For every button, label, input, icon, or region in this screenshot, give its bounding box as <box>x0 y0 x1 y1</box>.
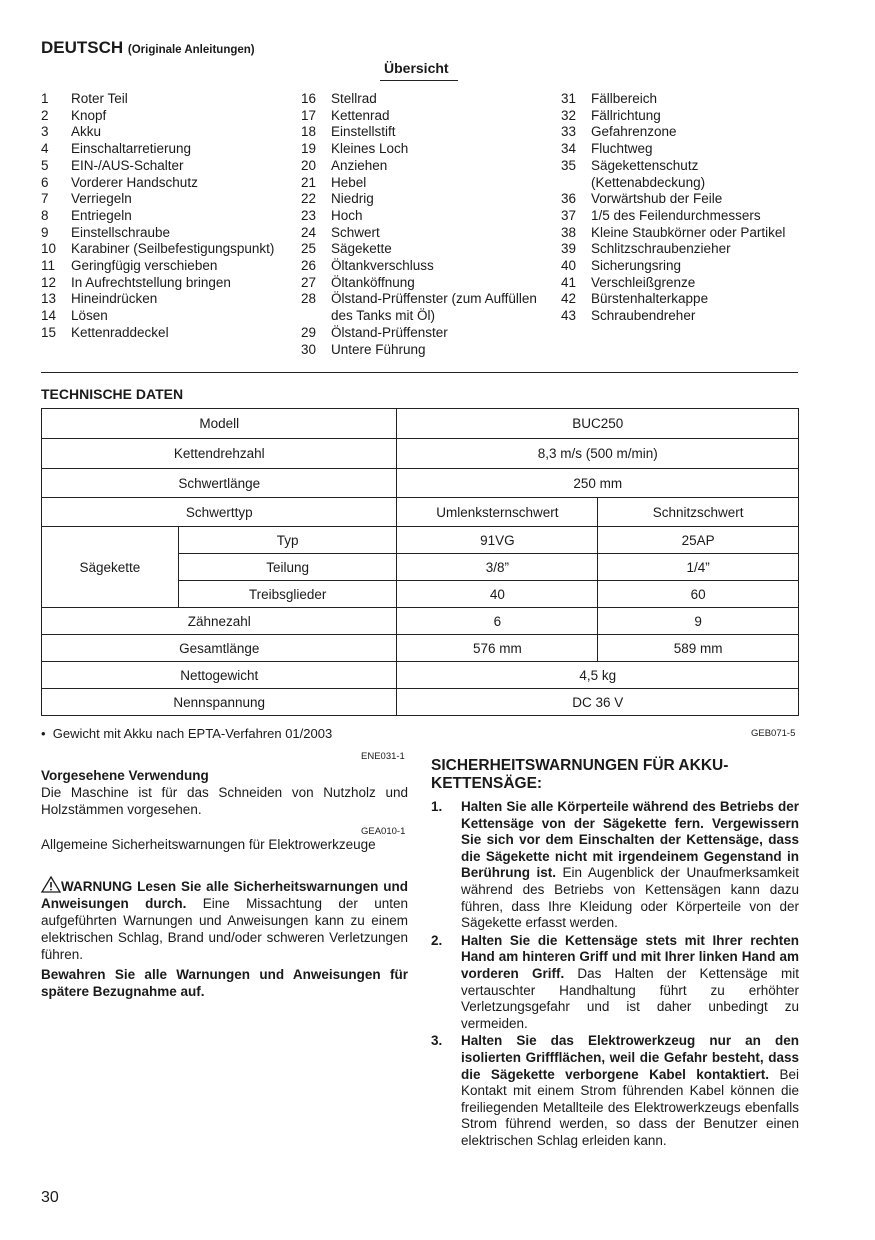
part-number: 41 <box>561 274 577 290</box>
parts-list-item <box>301 158 541 175</box>
part-number: 16 <box>301 91 317 106</box>
parts-list-item <box>301 291 541 324</box>
parts-list-item <box>301 175 541 192</box>
parts-list-item <box>41 191 281 208</box>
table-row <box>42 498 799 527</box>
part-number: 39 <box>561 241 577 257</box>
table-cell-label: Schwertlänge <box>42 469 397 498</box>
part-number: 27 <box>301 274 317 290</box>
part-number: 32 <box>561 107 577 123</box>
intended-use-title: Vorgesehene Verwendung <box>41 768 209 783</box>
part-label: Einstellschraube <box>71 224 171 240</box>
table-cell-value: DC 36 V <box>397 689 799 716</box>
list-item-text: Das Halten der Kettensäge mit vertauschter Handhaltung führt zu erhöhter Verletzungsgefahr und ist daher unbedingt zu vermeiden. <box>461 965 799 1031</box>
parts-list-item <box>41 308 281 325</box>
parts-list-item <box>561 141 811 158</box>
table-cell-label: Typ <box>178 527 397 554</box>
parts-list-item <box>561 241 811 258</box>
part-number: 29 <box>301 324 317 340</box>
reference-code: ENE031-1 <box>361 751 405 762</box>
list-item <box>431 799 799 932</box>
parts-list-item <box>41 208 281 225</box>
part-number: 36 <box>561 191 577 207</box>
list-item-number: 2. <box>431 932 443 948</box>
part-label: Geringfügig verschieben <box>71 258 218 274</box>
parts-list-item <box>561 191 811 208</box>
part-label: Ölstand-Prüffenster (zum Auffüllen des Tanks mit Öl) <box>331 291 537 324</box>
part-number: 24 <box>301 224 317 240</box>
table-cell-value: Umlenksternschwert <box>397 498 598 527</box>
part-label: Schwert <box>331 224 380 240</box>
table-row <box>42 635 799 662</box>
parts-list-item <box>301 191 541 208</box>
part-number: 26 <box>301 258 317 274</box>
table-row <box>42 469 799 498</box>
part-label: EIN-/AUS-Schalter <box>71 157 184 173</box>
part-label: Ölstand-Prüffenster <box>331 324 448 340</box>
keep-instructions-text: Bewahren Sie alle Warnungen und Anweisungen für spätere Bezugnahme auf. <box>41 967 408 999</box>
parts-list-item <box>561 258 811 275</box>
table-row <box>42 662 799 689</box>
part-number: 35 <box>561 157 577 173</box>
warning-text: Eine Missachtung der unten aufgeführten Warnungen und Anweisungen kann zu einem elektrischen Schlag, Brand und/oder schweren Verletzungen führen. <box>41 896 408 962</box>
part-number: 20 <box>301 157 317 173</box>
parts-list-item <box>561 91 811 108</box>
part-label: Gefahrenzone <box>591 124 677 140</box>
table-cell-label: Treibsglieder <box>178 581 397 608</box>
part-label: Schraubendreher <box>591 308 696 324</box>
part-label: Niedrig <box>331 191 374 207</box>
part-number: 25 <box>301 241 317 257</box>
table-cell-label: Zähnezahl <box>42 608 397 635</box>
part-label: In Aufrechtstellung bringen <box>71 274 231 290</box>
parts-list-item <box>301 124 541 141</box>
table-row <box>42 409 799 439</box>
parts-list-item <box>41 241 281 258</box>
part-label: Verschleißgrenze <box>591 274 696 290</box>
parts-list-item <box>301 208 541 225</box>
language-subtitle: (Originale Anleitungen) <box>127 44 255 56</box>
part-label: Roter Teil <box>71 91 128 106</box>
table-cell-value: BUC250 <box>397 409 799 439</box>
parts-list-column-1 <box>41 91 281 342</box>
part-number: 31 <box>561 91 577 106</box>
part-number: 43 <box>561 308 577 324</box>
part-label: Einstellstift <box>331 124 396 140</box>
part-label: Lösen <box>71 308 108 324</box>
parts-list-item <box>561 158 811 191</box>
parts-list-item <box>301 342 541 359</box>
technical-data-title: TECHNISCHE DATEN <box>41 386 184 402</box>
list-item-bold-text: Halten Sie das Elektrowerkzeug nur an den isolierten Griffflächen, weil die Gefahr besteht, dass die Sägekette verborgene Kabel kontaktiert. <box>461 1033 799 1082</box>
part-label: Karabiner (Seilbefestigungspunkt) <box>71 241 275 257</box>
part-number: 15 <box>41 324 57 340</box>
table-cell-value: 91VG <box>397 527 598 554</box>
chainsaw-safety-list <box>431 799 799 1150</box>
parts-list-column-3 <box>561 91 811 325</box>
part-label: Kettenrad <box>331 107 390 123</box>
parts-list-item <box>301 225 541 242</box>
parts-list-item <box>561 275 811 292</box>
part-number: 23 <box>301 207 317 223</box>
list-item-bold-text: Halten Sie alle Körperteile während des Betriebs der Kettensäge von der Sägekette fern. Vergewissern Sie sich vor dem Einschalten der Kettensäge, dass die Sägekette nicht mit irgendeinem Gegenstand in Berührung ist. <box>461 799 799 881</box>
part-number: 18 <box>301 124 317 140</box>
parts-list-item <box>301 258 541 275</box>
table-cell-value: 576 mm <box>397 635 598 662</box>
part-number: 8 <box>41 207 49 223</box>
part-number: 3 <box>41 124 49 140</box>
parts-list-item <box>41 141 281 158</box>
part-label: Bürstenhalterkappe <box>591 291 709 307</box>
table-cell-value: Schnitzschwert <box>598 498 799 527</box>
table-cell-value: 6 <box>397 608 598 635</box>
part-label: Sägekette <box>331 241 392 257</box>
parts-list-item <box>301 275 541 292</box>
general-warnings-title: Allgemeine Sicherheitswarnungen für Elektrowerkzeuge <box>41 837 376 852</box>
reference-code: GEB071-5 <box>751 728 796 739</box>
part-number: 10 <box>41 241 57 257</box>
part-label: Hoch <box>331 207 363 223</box>
part-label: Fällbereich <box>591 91 658 106</box>
part-number: 5 <box>41 157 49 173</box>
part-number: 21 <box>301 174 317 190</box>
table-row <box>42 608 799 635</box>
parts-list-item <box>301 91 541 108</box>
table-cell-value: 40 <box>397 581 598 608</box>
part-label: Vorderer Handschutz <box>71 174 198 190</box>
table-cell-label: Nettogewicht <box>42 662 397 689</box>
weight-footnote: • Gewicht mit Akku nach EPTA-Verfahren 01/2003 <box>41 726 333 741</box>
table-cell-value: 8,3 m/s (500 m/min) <box>397 439 799 469</box>
table-cell-value: 589 mm <box>598 635 799 662</box>
part-label: Einschaltarretierung <box>71 141 192 157</box>
document-language-heading <box>41 38 255 58</box>
part-label: Verriegeln <box>71 191 132 207</box>
parts-list-item <box>41 325 281 342</box>
list-item <box>431 933 799 1033</box>
parts-list-item <box>301 241 541 258</box>
part-label: Kettenraddeckel <box>71 324 169 340</box>
parts-list-item <box>301 141 541 158</box>
general-warning-paragraph <box>41 876 408 963</box>
reference-code: GEA010-1 <box>361 826 406 837</box>
part-number: 34 <box>561 141 577 157</box>
technical-data-table <box>41 408 799 716</box>
table-row <box>42 689 799 716</box>
parts-list-item <box>301 325 541 342</box>
part-label: Anziehen <box>331 157 388 173</box>
part-label: 1/5 des Feilendurchmessers <box>591 207 761 223</box>
part-number: 4 <box>41 141 49 157</box>
table-cell-label: Sägekette <box>42 527 179 608</box>
table-cell-value: 1/4” <box>598 554 799 581</box>
page-number: 30 <box>41 1189 59 1206</box>
part-label: Sicherungsring <box>591 258 682 274</box>
overview-underline <box>380 80 458 81</box>
list-item-number: 1. <box>431 799 443 814</box>
part-number: 13 <box>41 291 57 307</box>
parts-list-item <box>301 108 541 125</box>
parts-list-item <box>41 175 281 192</box>
list-item-number: 3. <box>431 1033 443 1049</box>
part-label: Fluchtweg <box>591 141 653 157</box>
part-number: 33 <box>561 124 577 140</box>
parts-list-item <box>41 258 281 275</box>
parts-list-item <box>41 91 281 108</box>
part-label: Öltanköffnung <box>331 274 415 290</box>
part-number: 2 <box>41 107 49 123</box>
parts-list-item <box>41 124 281 141</box>
part-number: 1 <box>41 91 49 106</box>
table-cell-value: 3/8” <box>397 554 598 581</box>
part-number: 14 <box>41 308 57 324</box>
parts-list-item <box>561 308 811 325</box>
table-cell-label: Kettendrehzahl <box>42 439 397 469</box>
table-row <box>42 527 799 554</box>
table-cell-value: 4,5 kg <box>397 662 799 689</box>
part-number: 42 <box>561 291 577 307</box>
table-cell-value: 60 <box>598 581 799 608</box>
table-cell-label: Modell <box>42 409 397 439</box>
list-item-text: Ein Augenblick der Unaufmerksamkeit während des Betriebs von Kettensägen kann dazu führen, dass Ihre Kleidung oder Körperteile von der Sägekette erfasst werden. <box>461 865 799 931</box>
warning-bold-text: WARNUNG Lesen Sie alle Sicherheitswarnungen und Anweisungen durch. <box>41 879 408 911</box>
part-label: Untere Führung <box>331 341 426 357</box>
part-number: 7 <box>41 191 49 207</box>
part-label: Schlitzschraubenzieher <box>591 241 731 257</box>
part-label: Öltankverschluss <box>331 258 434 274</box>
part-number: 30 <box>301 341 317 357</box>
parts-list-item <box>561 108 811 125</box>
part-label: Akku <box>71 124 102 140</box>
section-divider <box>41 372 798 373</box>
chainsaw-safety-title: SICHERHEITSWARNUNGEN FÜR AKKU-KETTENSÄGE: <box>431 757 729 792</box>
part-label: Knopf <box>71 107 107 123</box>
part-label: Fällrichtung <box>591 107 661 123</box>
part-label: Sägekettenschutz (Kettenabdeckung) <box>591 157 706 190</box>
table-cell-label: Gesamtlänge <box>42 635 397 662</box>
part-label: Vorwärtshub der Feile <box>591 191 723 207</box>
part-number: 28 <box>301 291 317 307</box>
part-label: Stellrad <box>331 91 377 106</box>
part-label: Entriegeln <box>71 207 132 223</box>
footnote-text: Gewicht mit Akku nach EPTA-Verfahren 01/2003 <box>52 726 333 741</box>
table-cell-value: 25AP <box>598 527 799 554</box>
table-cell-value: 250 mm <box>397 469 799 498</box>
overview-title: Übersicht <box>384 60 449 76</box>
part-number: 19 <box>301 141 317 157</box>
parts-list-item <box>41 225 281 242</box>
part-number: 40 <box>561 258 577 274</box>
table-cell-label: Teilung <box>178 554 397 581</box>
list-item-text: Bei Kontakt mit einem Strom führenden Kabel können die freiliegenden Metallteile des Elektrowerkzeugs ebenfalls Strom führend werden, so dass der Benutzer einen elektrischen Schlag erleiden kann. <box>461 1066 799 1148</box>
warning-triangle-icon <box>41 876 61 893</box>
part-number: 12 <box>41 274 57 290</box>
intended-use-text: Die Maschine ist für das Schneiden von Nutzholz und Holzstämmen vorgesehen. <box>41 785 408 817</box>
table-cell-label: Nennspannung <box>42 689 397 716</box>
table-cell-value: 9 <box>598 608 799 635</box>
part-number: 22 <box>301 191 317 207</box>
part-label: Hebel <box>331 174 367 190</box>
part-number: 17 <box>301 107 317 123</box>
parts-list-column-2 <box>301 91 541 358</box>
part-number: 11 <box>41 258 56 274</box>
part-number: 9 <box>41 224 49 240</box>
intended-use-section <box>41 767 408 818</box>
table-cell-label: Schwerttyp <box>42 498 397 527</box>
language-label: DEUTSCH <box>41 38 124 57</box>
part-label: Hineindrücken <box>71 291 158 307</box>
parts-list-item <box>561 208 811 225</box>
parts-list-item <box>41 291 281 308</box>
parts-list-item <box>41 275 281 292</box>
parts-list-item <box>41 108 281 125</box>
part-number: 37 <box>561 207 577 223</box>
list-item <box>431 1033 799 1149</box>
parts-list-item <box>561 225 811 242</box>
part-label: Kleine Staubkörner oder Partikel <box>591 224 786 240</box>
part-number: 6 <box>41 174 49 190</box>
parts-list-item <box>561 291 811 308</box>
parts-list-item <box>41 158 281 175</box>
table-row <box>42 439 799 469</box>
part-number: 38 <box>561 224 577 240</box>
list-item-bold-text: Halten Sie die Kettensäge stets mit Ihrer rechten Hand am hinteren Griff und mit Ihrer linken Hand am vorderen Griff. <box>461 932 799 981</box>
parts-list-item <box>561 124 811 141</box>
part-label: Kleines Loch <box>331 141 409 157</box>
